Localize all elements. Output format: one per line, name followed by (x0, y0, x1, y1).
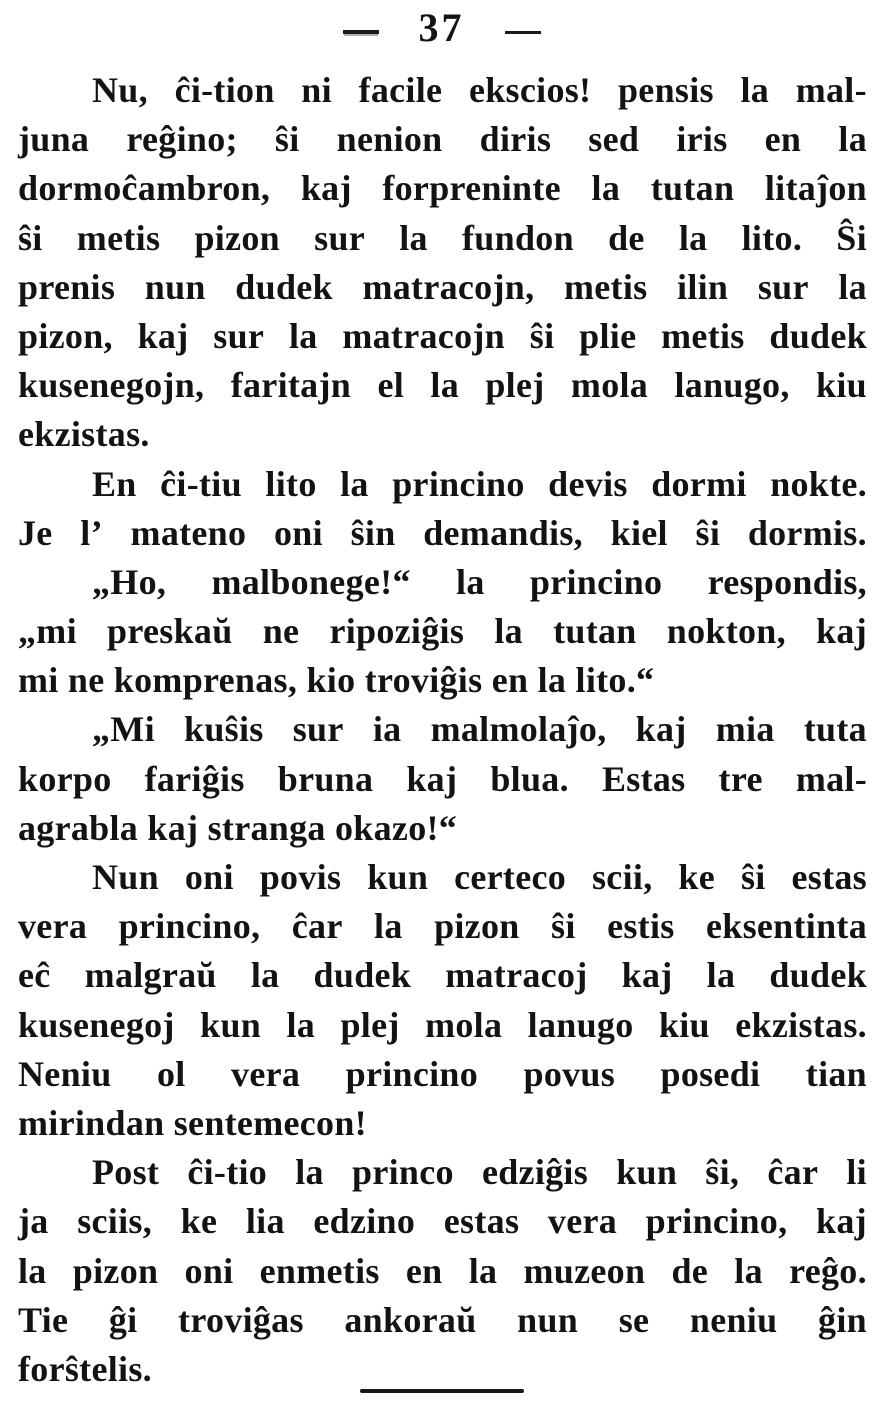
word: Estas (601, 758, 686, 799)
word: ĉi-tiu (160, 463, 242, 504)
word: dudek (769, 955, 867, 996)
word: l’ (80, 512, 103, 553)
word: kusenegojn, (18, 365, 205, 406)
word: ankoraŭ (344, 1299, 477, 1340)
text-line (18, 1050, 867, 1099)
word: la (838, 119, 867, 160)
word: ŝi (551, 906, 576, 947)
word: la (706, 955, 736, 996)
word: tre (718, 758, 763, 799)
word: tutan (553, 611, 637, 652)
text-line (18, 361, 867, 410)
word: neniu (689, 1299, 778, 1340)
word: malbonege!“ (211, 561, 411, 602)
word: sur (757, 266, 809, 307)
word: reĝino; (126, 119, 238, 160)
word: mola (570, 365, 649, 406)
word: ia (372, 709, 402, 750)
text-line (18, 1247, 867, 1296)
word: princino (529, 561, 663, 602)
word: de (608, 217, 645, 258)
word: dormoĉambron, (18, 168, 271, 209)
page-header (0, 2, 883, 54)
word: princino, (645, 1201, 788, 1242)
word: nokte. (770, 463, 867, 504)
word: ŝi (529, 315, 555, 356)
word: lanugo (527, 1004, 634, 1045)
text-line (18, 705, 867, 754)
word: edzino (313, 1201, 416, 1242)
word: metis (563, 266, 648, 307)
word: kiu (658, 1004, 710, 1045)
word: tutan (650, 168, 735, 209)
word: vera (547, 1201, 618, 1242)
text-line (18, 1197, 867, 1246)
header-dash-left-icon (343, 30, 379, 34)
word: ke (678, 857, 716, 897)
text-line (18, 115, 867, 164)
word: sur (213, 315, 265, 356)
word: ni (301, 70, 332, 110)
word: la (288, 315, 318, 356)
word: en (764, 119, 802, 160)
word: ŝi (274, 119, 300, 160)
word: ĉi-tio (187, 1152, 268, 1193)
word: faritajn (230, 365, 352, 406)
word: kusenegoj (18, 1004, 175, 1045)
word: kun (200, 1004, 262, 1045)
page-number: 37 (418, 5, 465, 50)
word: fundon (462, 217, 574, 258)
word: enmetis (259, 1250, 380, 1291)
word: tian (805, 1053, 867, 1094)
text-line (18, 902, 867, 951)
word: Nu, (92, 70, 148, 110)
word: kaj (406, 758, 458, 799)
text-line (18, 263, 867, 312)
text-line (18, 1001, 867, 1050)
word: lito. (741, 217, 803, 258)
word: la (456, 561, 485, 602)
word: el (377, 365, 405, 406)
word: la (468, 1250, 498, 1291)
word: scii, (592, 857, 653, 897)
word: respondis, (707, 561, 867, 602)
word: pizon (434, 906, 520, 947)
word: nun (144, 266, 206, 307)
word: la (740, 70, 770, 110)
word: ĉar (291, 906, 343, 947)
word: kaj (635, 709, 687, 750)
text-line (18, 607, 867, 656)
word: oni (273, 512, 323, 553)
word: ol (156, 1053, 186, 1094)
text-line (18, 164, 867, 213)
word: sur (314, 217, 366, 258)
text-line: ekzistas. (18, 414, 150, 455)
text-line (18, 214, 867, 263)
word: sur (292, 709, 344, 750)
word: kiel (610, 512, 668, 553)
word: ripoziĝis (329, 611, 465, 652)
word: korpo (18, 758, 112, 799)
word: kun (616, 1152, 678, 1193)
word: Neniu (18, 1053, 112, 1094)
word: kun (367, 857, 429, 897)
word: la (430, 365, 459, 406)
word: „mi (18, 611, 77, 652)
word: ekzistas. (735, 1004, 867, 1045)
word: lia (245, 1201, 285, 1242)
word: iris (676, 119, 728, 160)
word: la (374, 906, 403, 947)
word: plie (579, 315, 637, 356)
word: dormi (651, 463, 747, 504)
word: vera (231, 1053, 301, 1094)
word: troviĝas (178, 1299, 304, 1340)
word: pizon (194, 217, 280, 258)
word: Ŝi (836, 217, 867, 258)
word: tuta (803, 709, 867, 750)
text-line (18, 853, 867, 902)
word: mal- (795, 758, 867, 799)
word: ŝi (695, 512, 721, 553)
word: ja (18, 1201, 49, 1242)
word: blua. (490, 758, 569, 799)
word: la (18, 1250, 47, 1291)
word: bruna (277, 758, 374, 799)
word: la (494, 611, 523, 652)
word: nenion (336, 119, 443, 160)
word: oni (184, 857, 234, 897)
word: estas (791, 857, 867, 897)
text-line (18, 312, 867, 361)
word: fariĝis (144, 758, 245, 799)
word: la (591, 168, 621, 209)
word: princo (352, 1152, 454, 1193)
word: muzeon (523, 1250, 646, 1291)
word: la (838, 266, 867, 307)
word: estis (607, 906, 675, 947)
word: En (92, 463, 137, 504)
word: dudek (235, 266, 333, 307)
word: princino (392, 463, 525, 504)
word: metis (76, 217, 161, 258)
word: juna (18, 119, 90, 160)
word: ŝi (18, 217, 43, 258)
word: devis (548, 463, 628, 504)
word: la (399, 217, 428, 258)
word: ĉi-tion (174, 70, 275, 110)
word: la (734, 1250, 763, 1291)
word: la (286, 1004, 316, 1045)
word: kiu (816, 365, 867, 406)
word: matracoj (445, 955, 588, 996)
word: nokton, (666, 611, 786, 652)
word: Post (92, 1152, 160, 1193)
word: preskaŭ (107, 611, 233, 652)
word: lito (265, 463, 317, 504)
word: ŝin (350, 512, 396, 553)
word: sed (588, 119, 640, 160)
word: povis (259, 857, 342, 897)
word: oni (184, 1250, 234, 1291)
word: princino, (118, 906, 261, 947)
word: la (295, 1152, 324, 1193)
word: kaj (621, 955, 673, 996)
word: litaĵon (764, 168, 867, 209)
word: plej (340, 1004, 400, 1045)
word: ĝi (108, 1299, 138, 1340)
word: ekscios! (468, 70, 592, 110)
word: prenis (18, 266, 116, 307)
word: ilin (677, 266, 729, 307)
word: certeco (454, 857, 567, 897)
word: ĝin (818, 1299, 867, 1340)
text-line: mirindan sentemecon! (18, 1102, 367, 1143)
word: diris (479, 119, 552, 160)
text-line (18, 951, 867, 1000)
text-line (18, 558, 867, 607)
word: mola (425, 1004, 503, 1045)
word: li (846, 1152, 867, 1193)
word: povus (523, 1053, 616, 1094)
word: kaj (816, 611, 867, 652)
word: kaj (137, 315, 189, 356)
word: plej (485, 365, 545, 406)
text-line: agrabla kaj stranga okazo!“ (18, 807, 458, 848)
word: dudek (313, 955, 412, 996)
word: la (250, 955, 280, 996)
word: metis (661, 315, 745, 356)
word: lanugo, (674, 365, 790, 406)
text-line (18, 509, 867, 558)
word: malgraŭ (84, 955, 217, 996)
word: princino (345, 1053, 479, 1094)
word: Tie (18, 1299, 69, 1340)
word: kaj (816, 1201, 867, 1242)
word: la (340, 463, 369, 504)
page-body (18, 66, 867, 1394)
word: matracojn (342, 315, 505, 356)
word: pizon (72, 1250, 159, 1291)
word: „Mi (92, 709, 155, 750)
word: estas (443, 1201, 520, 1242)
text-line (18, 755, 867, 804)
word: mateno (130, 512, 247, 553)
word: ne (262, 611, 300, 652)
text-line (18, 460, 867, 509)
word: ŝi (740, 857, 766, 897)
word: mia (715, 709, 775, 750)
word: ĉar (767, 1152, 819, 1193)
text-line (18, 1148, 867, 1197)
word: en (405, 1250, 443, 1291)
word: nun (517, 1299, 579, 1340)
word: se (618, 1299, 650, 1340)
word: reĝo. (789, 1250, 867, 1291)
word: de (671, 1250, 709, 1291)
text-line (18, 66, 867, 115)
word: matracojn, (362, 266, 535, 307)
word: edziĝis (481, 1152, 589, 1193)
word: vera (18, 906, 88, 947)
word: pizon, (18, 315, 113, 356)
word: eksentinta (705, 906, 867, 947)
word: ŝi, (705, 1152, 740, 1193)
word: Je (18, 512, 53, 553)
word: la (678, 217, 708, 258)
text-line (18, 1296, 867, 1345)
header-dash-right-icon (505, 31, 541, 34)
word: „Ho, (92, 561, 167, 602)
word: pensis (617, 70, 714, 110)
word: posedi (660, 1053, 761, 1094)
end-of-text-divider (360, 1389, 524, 1393)
word: Nun (92, 857, 159, 897)
word: dormis. (747, 512, 867, 553)
word: mal- (795, 70, 867, 110)
word: kaj (300, 168, 352, 209)
text-line: forŝtelis. (18, 1348, 152, 1389)
word: kuŝis (184, 709, 264, 750)
text-line: mi ne komprenas, kio troviĝis en la lito.“ (18, 660, 655, 701)
word: eĉ (18, 955, 51, 996)
word: malmolaĵo, (430, 709, 607, 750)
word: facile (358, 70, 443, 110)
word: forpreninte (382, 168, 561, 209)
word: dudek (769, 315, 867, 356)
word: ke (180, 1201, 218, 1242)
word: sciis, (77, 1201, 153, 1242)
word: demandis, (423, 512, 583, 553)
